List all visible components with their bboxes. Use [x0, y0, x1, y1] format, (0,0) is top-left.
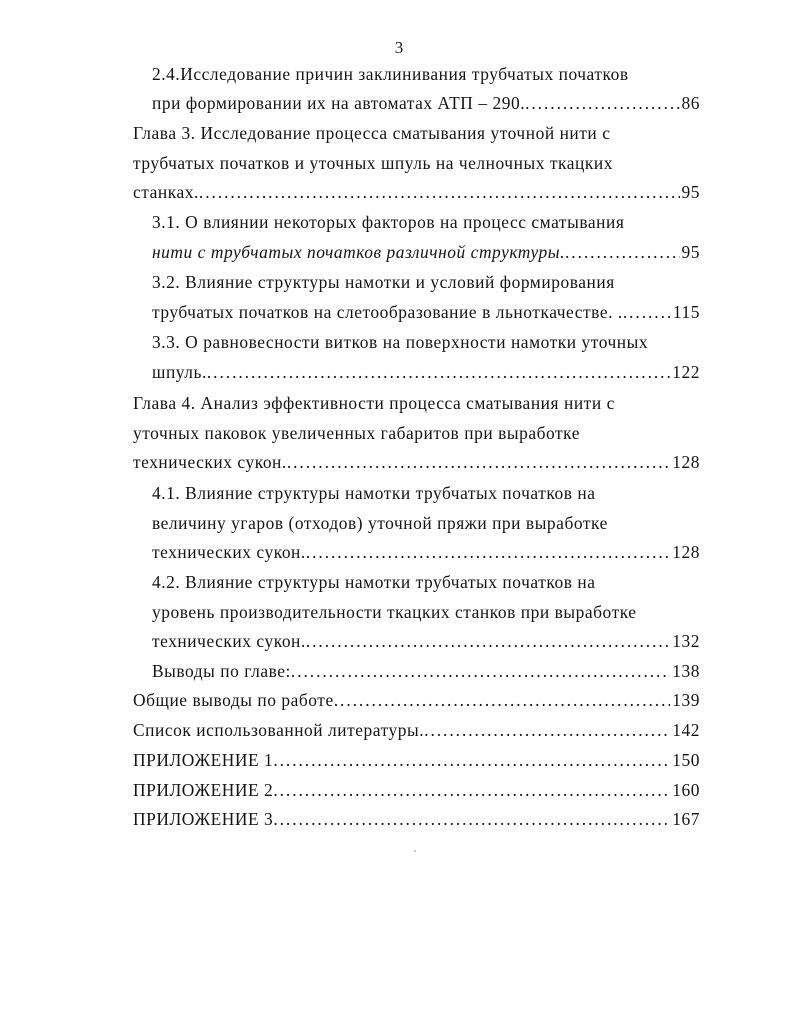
toc-entry-text: 4.1. Влияние структуры намотки трубчатых початков на: [152, 483, 596, 503]
toc-entry-text: ПРИЛОЖЕНИЕ 2: [133, 780, 274, 800]
toc-chapter-3-line2: [133, 153, 700, 183]
toc-entry-text: трубчатых початков и уточных шпуль на челночных ткацких: [133, 153, 613, 173]
toc-entry-text: Список использованной литературы.: [133, 720, 425, 740]
dot-leader: [424, 720, 670, 741]
toc-entry-text: 3.3. О равновесности витков на поверхности намотки уточных: [152, 332, 649, 352]
dot-leader: [273, 750, 670, 771]
toc-entry-4-1-line1: [152, 483, 700, 513]
toc-entry-text: Общие выводы по работе: [133, 690, 334, 710]
toc-entry-text: 3.1. О влиянии некоторых факторов на процесс сматывания: [152, 212, 625, 232]
toc-entry-3-1-line1: [152, 212, 700, 242]
toc-page-number: 86: [681, 93, 700, 113]
dot-leader: [291, 661, 670, 682]
toc-entry-references[interactable]: [133, 720, 700, 750]
toc-chapter-4-line3[interactable]: [133, 452, 700, 482]
toc-entry-4-1-line3[interactable]: [152, 542, 700, 572]
toc-entry-3-2-line2[interactable]: [152, 302, 700, 332]
toc-entry-text: величину угаров (отходов) уточной пряжи при выработке: [152, 513, 608, 533]
toc-entry-2-4-line2[interactable]: [152, 93, 700, 123]
toc-entry-text: Выводы по главе:: [152, 661, 291, 681]
toc-entry-4-1-line2: [152, 513, 700, 543]
dot-leader: [199, 182, 680, 203]
toc-page-number: 128: [672, 542, 700, 562]
toc-entry-appendix-3[interactable]: [133, 809, 700, 839]
toc-entry-text: ПРИЛОЖЕНИЕ 1: [133, 750, 274, 770]
toc-page-number: 139: [672, 690, 700, 710]
page-number: 3: [394, 38, 404, 57]
toc-entry-4-2-line2: [152, 602, 700, 632]
toc-page-number: 128: [672, 452, 700, 472]
toc-entry-2-4-line1: [152, 64, 700, 94]
toc-page-number: 138: [672, 661, 700, 681]
toc-entry-text: технических сукон.: [133, 452, 287, 472]
toc-chapter-3-line1: [133, 123, 700, 153]
toc-entry-text: при формировании их на автоматах АТП – 290.: [152, 93, 526, 113]
dot-leader: [273, 780, 670, 801]
toc-entry-text: технических сукон.: [152, 631, 306, 651]
dot-leader: [273, 809, 670, 830]
toc-page-number: 167: [672, 809, 700, 829]
toc-entry-3-3-line1: [152, 332, 700, 362]
toc-entry-chapter-conclusions[interactable]: [152, 661, 700, 691]
toc-chapter-4-line2: [133, 423, 700, 453]
toc-entry-text: 3.2. Влияние структуры намотки и условий формирования: [152, 272, 615, 292]
toc-page-number: 95: [681, 182, 700, 202]
toc-entry-3-2-line1: [152, 272, 700, 302]
scan-speck: [414, 850, 416, 852]
toc-entry-text: трубчатых початков на слетообразование в льноткачестве. .: [152, 302, 623, 322]
dot-leader: [306, 542, 670, 563]
toc-page-number: 160: [672, 780, 700, 800]
toc-entry-text: уточных паковок увеличенных габаритов при выработке: [133, 423, 580, 443]
toc-chapter-3-line3[interactable]: [133, 182, 700, 212]
toc-page-number: 115: [672, 302, 700, 322]
toc-entry-4-2-line3[interactable]: [152, 631, 700, 661]
toc-page-number: 132: [672, 631, 700, 651]
toc-entry-text: технических сукон.: [152, 542, 306, 562]
toc-entry-3-1-line2[interactable]: [152, 242, 700, 272]
dot-leader: [334, 690, 671, 711]
dot-leader: [623, 302, 671, 323]
toc-entry-text: станках.: [133, 182, 199, 202]
toc-entry-general-conclusions[interactable]: [133, 690, 700, 720]
toc-entry-3-3-line2[interactable]: [152, 362, 700, 392]
toc-entry-text: шпуль.: [152, 362, 207, 382]
toc-entry-text: ПРИЛОЖЕНИЕ 3: [133, 809, 274, 829]
dot-leader: [306, 631, 670, 652]
dot-leader: [207, 362, 670, 383]
toc-page-number: 122: [672, 362, 700, 382]
toc-entry-text: 4.2. Влияние структуры намотки трубчатых початков на: [152, 572, 596, 592]
dot-leader: [287, 452, 670, 473]
toc-page-number: 142: [672, 720, 700, 740]
toc-entry-text: Глава 3. Исследование процесса сматывания уточной нити с: [133, 123, 611, 143]
toc-entry-text: Глава 4. Анализ эффективности процесса сматывания нити с: [133, 393, 615, 413]
toc-page-number: 150: [672, 750, 700, 770]
toc-entry-appendix-1[interactable]: [133, 750, 700, 780]
toc-entry-4-2-line1: [152, 572, 700, 602]
toc-entry-text: 2.4.Исследование причин заклинивания трубчатых початков: [152, 64, 629, 84]
toc-entry-appendix-2[interactable]: [133, 780, 700, 810]
toc-entry-text: уровень производительности ткацких станков при выработке: [152, 602, 637, 622]
dot-leader: [525, 93, 679, 114]
dot-leader: [565, 242, 680, 263]
toc-page-number: 95: [681, 242, 700, 262]
toc-chapter-4-line1: [133, 393, 700, 423]
toc-entry-text: нити с трубчатых початков различной структуры.: [152, 242, 565, 262]
